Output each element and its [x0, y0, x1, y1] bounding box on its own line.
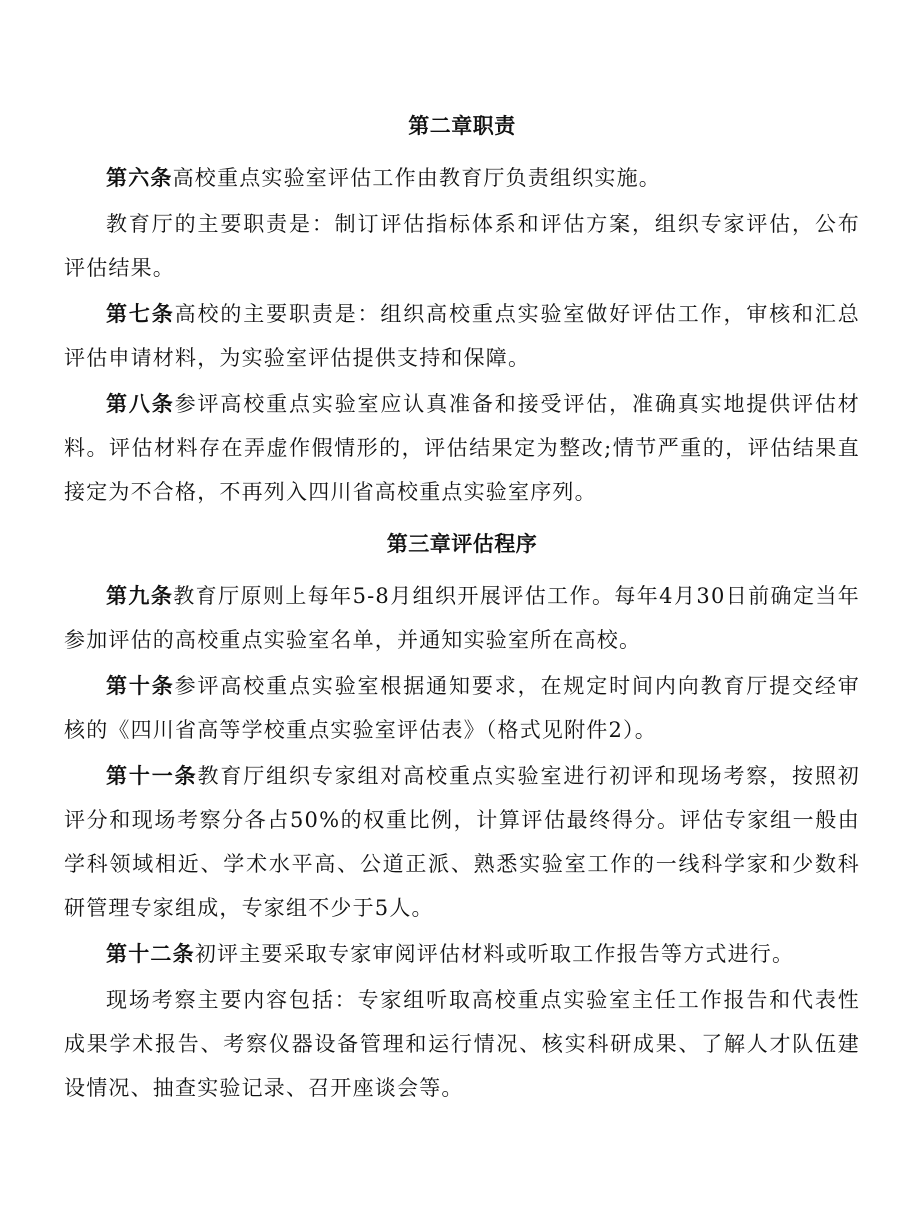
article-10-text: 参评高校重点实验室根据通知要求，在规定时间内向教育厅提交经审核的《四川省高等学校重点实验室评估表》（格式见附件2）。 — [64, 674, 860, 742]
article-9-lead: 第九条 — [106, 583, 174, 608]
article-8-text: 参评高校重点实验室应认真准备和接受评估，准确真实地提供评估材料。评估材料存在弄虚作假情形的，评估结果定为整改;情节严重的，评估结果直接定为不合格，不再列入四川省高校重点实验室序列。 — [64, 392, 860, 504]
article-6 — [64, 156, 860, 200]
article-8 — [64, 382, 860, 514]
chapter-2-title: 第二章职责 — [408, 113, 516, 138]
article-11-lead: 第十一条 — [106, 763, 198, 788]
site-inspection-text: 现场考察主要内容包括：专家组听取高校重点实验室主任工作报告和代表性成果学术报告、考察仪器设备管理和运行情况、核实科研成果、了解人才队伍建设情况、抽查实验记录、召开座谈会等。 — [64, 988, 860, 1100]
article-12-lead: 第十二条 — [106, 941, 195, 966]
article-6-duties-text: 教育厅的主要职责是：制订评估指标体系和评估方案，组织专家评估，公布评估结果。 — [64, 212, 860, 280]
article-9-text: 教育厅原则上每年5-8月组织开展评估工作。每年4月30日前确定当年参加评估的高校重点实验室名单，并通知实验室所在高校。 — [64, 584, 860, 652]
article-10-lead: 第十条 — [106, 673, 175, 698]
article-6-text: 高校重点实验室评估工作由教育厅负责组织实施。 — [172, 166, 662, 190]
article-7-lead: 第七条 — [106, 301, 175, 326]
article-6-lead: 第六条 — [106, 165, 173, 190]
chapter-3-title: 第三章评估程序 — [386, 531, 538, 556]
article-10 — [64, 664, 860, 752]
article-12 — [64, 932, 860, 976]
article-7 — [64, 292, 860, 380]
article-11 — [64, 754, 860, 930]
article-7-text: 高校的主要职责是：组织高校重点实验室做好评估工作，审核和汇总评估申请材料，为实验室评估提供支持和保障。 — [64, 302, 860, 370]
document-body — [64, 106, 860, 1112]
article-6-duties — [64, 202, 860, 290]
article-9 — [64, 574, 860, 662]
site-inspection — [64, 978, 860, 1110]
article-8-lead: 第八条 — [106, 391, 175, 416]
article-12-text: 初评主要采取专家审阅评估材料或听取工作报告等方式进行。 — [194, 942, 795, 966]
article-11-text: 教育厅组织专家组对高校重点实验室进行初评和现场考察，按照初评分和现场考察分各占50%的权重比例，计算评估最终得分。评估专家组一般由学科领域相近、学术水平高、公道正派、熟悉实验室工作的一线科学家和少数科研管理专家组成，专家组不少于5人。 — [64, 764, 860, 920]
